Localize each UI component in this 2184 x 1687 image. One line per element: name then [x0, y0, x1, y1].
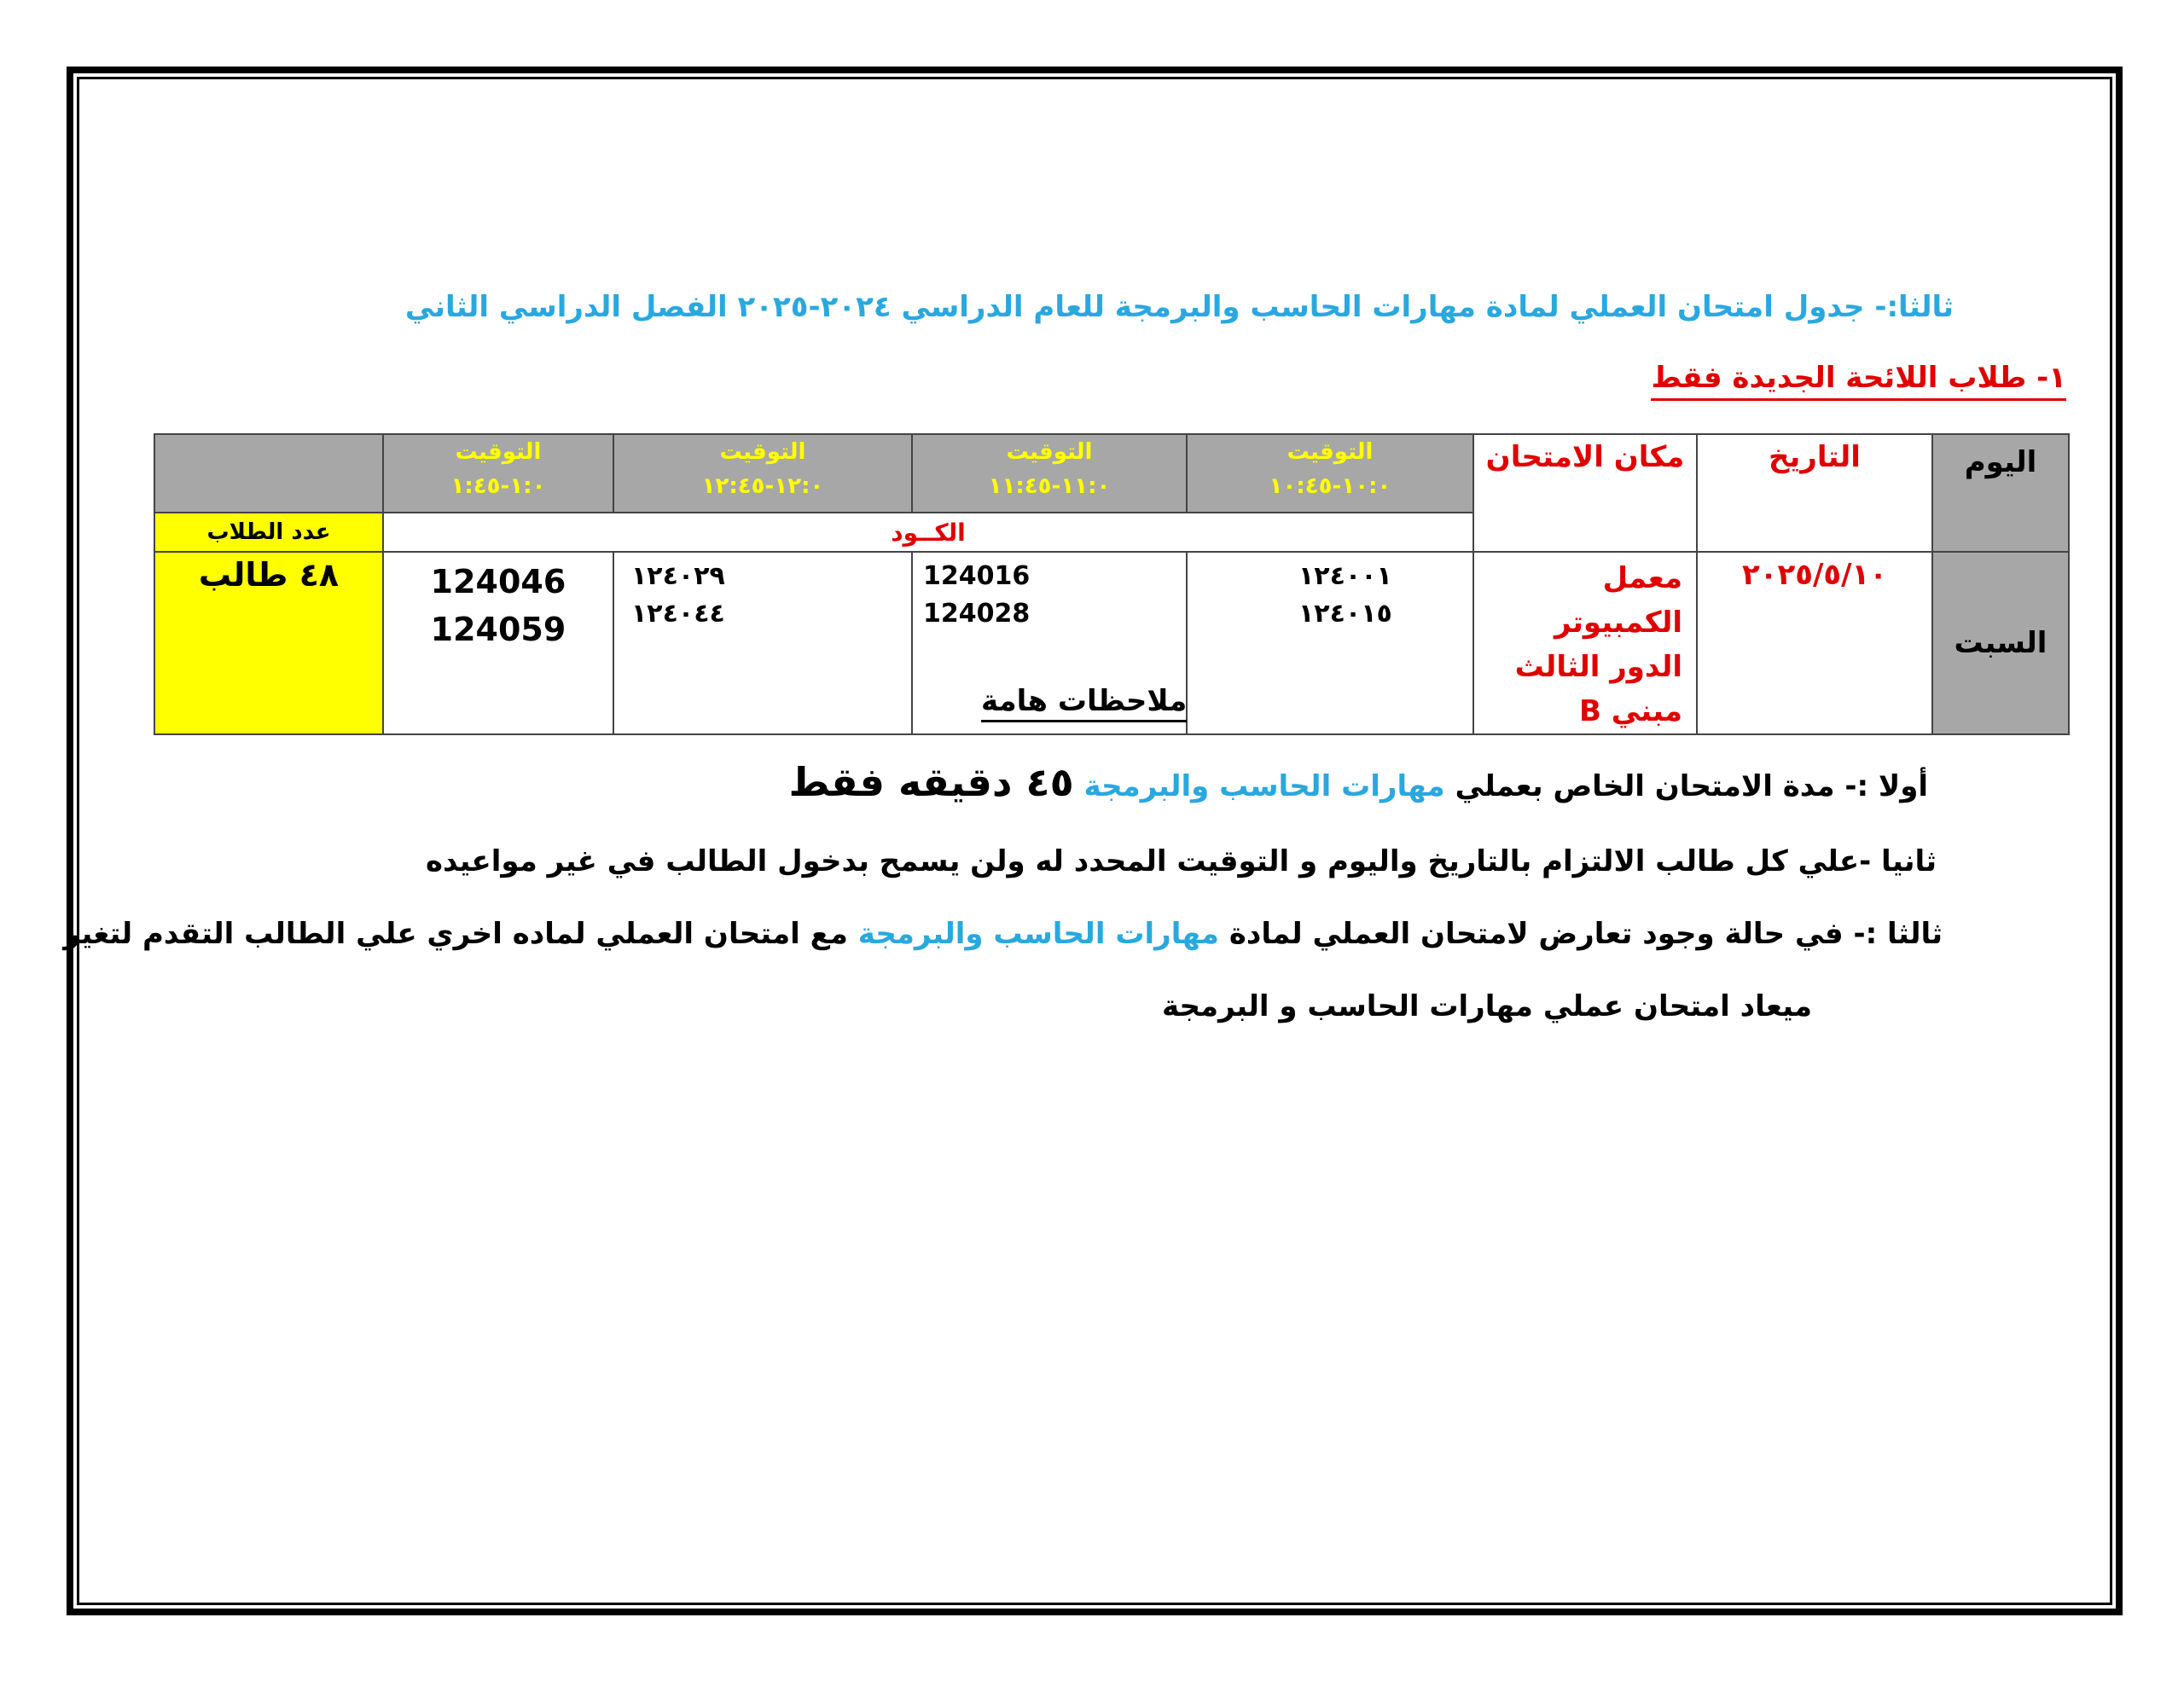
code-value: 124046	[430, 563, 566, 600]
header-empty	[154, 434, 383, 513]
code-value: 124016	[923, 561, 1031, 591]
section-subtitle: ١- طلاب اللائحة الجديدة فقط	[1651, 361, 2066, 401]
note-text: ثالثا :- في حالة وجود تعارض لامتحان العملي لمادة	[1228, 917, 1943, 951]
time-range: ١١:٠-١١:٤٥	[988, 473, 1111, 499]
row-day: السبت	[1932, 552, 2069, 734]
header-time-slot-2	[912, 434, 1187, 513]
note-second: ثانيا -علي كل طالب الالتزام بالتاريخ واليوم و التوقيت المحدد له ولن يسمح بدخول الطالب في غير مواعيده	[425, 844, 1937, 878]
row-place	[1473, 552, 1697, 734]
header-time-slot-4	[383, 434, 613, 513]
time-label: التوقيت	[1006, 439, 1093, 465]
time-label: التوقيت	[455, 439, 542, 465]
code-value: ١٢٤٠٢٩	[631, 561, 725, 591]
time-range: ١:٠-١:٤٥	[450, 473, 546, 499]
page-title: ثالثا:- جدول امتحان العملي لمادة مهارات الحاسب والبرمجة للعام الدراسي ٢٠٢٤-٢٠٢٥ الفصل الدراسي الثاني	[404, 290, 1954, 324]
place-line: معمل الكمبيوتر	[1554, 561, 1682, 640]
time-label: التوقيت	[1287, 439, 1374, 465]
header-day: اليوم	[1932, 434, 2069, 552]
duration: ٤٥ دقيقه فقط	[788, 759, 1074, 805]
time-range: ١٠:٠-١٠:٤٥	[1269, 473, 1391, 499]
place-line: مبني B	[1579, 694, 1682, 728]
codes-slot-1	[1187, 552, 1473, 734]
row-students-count: ٤٨ طالب	[154, 552, 383, 734]
header-time-slot-1	[1187, 434, 1473, 513]
note-text: مع امتحان العملي لماده اخري علي الطالب التقدم لتغير	[63, 917, 848, 951]
course-name: مهارات الحاسب والبرمجة	[1083, 769, 1445, 803]
course-name: مهارات الحاسب والبرمجة	[857, 917, 1219, 951]
note-first	[788, 759, 1928, 805]
note-third-continued: ميعاد امتحان عملي مهارات الحاسب و البرمجة	[1161, 989, 1812, 1023]
codes-slot-3	[613, 552, 912, 734]
header-code: الكــود	[383, 513, 1473, 552]
header-date: التاريخ	[1697, 434, 1932, 552]
note-third	[63, 917, 1943, 951]
code-value: ١٢٤٠٠١	[1298, 561, 1392, 591]
code-value: ١٢٤٠١٥	[1298, 599, 1392, 629]
notes-title: ملاحظات هامة	[981, 684, 1187, 722]
code-value: 124059	[430, 611, 566, 648]
header-students-count: عدد الطلاب	[154, 513, 383, 552]
note-text: أولا :- مدة الامتحان الخاص بعملي	[1455, 769, 1928, 803]
place-line: الدور الثالث	[1514, 650, 1682, 684]
row-date: ٢٠٢٥/٥/١٠	[1697, 552, 1932, 734]
time-range: ١٢:٠-١٢:٤٥	[701, 473, 824, 499]
header-time-slot-3	[613, 434, 912, 513]
time-label: التوقيت	[719, 439, 806, 465]
code-value: 124028	[923, 599, 1031, 629]
codes-slot-4	[383, 552, 613, 734]
header-place: مكان الامتحان	[1473, 434, 1697, 552]
code-value: ١٢٤٠٤٤	[631, 599, 725, 629]
